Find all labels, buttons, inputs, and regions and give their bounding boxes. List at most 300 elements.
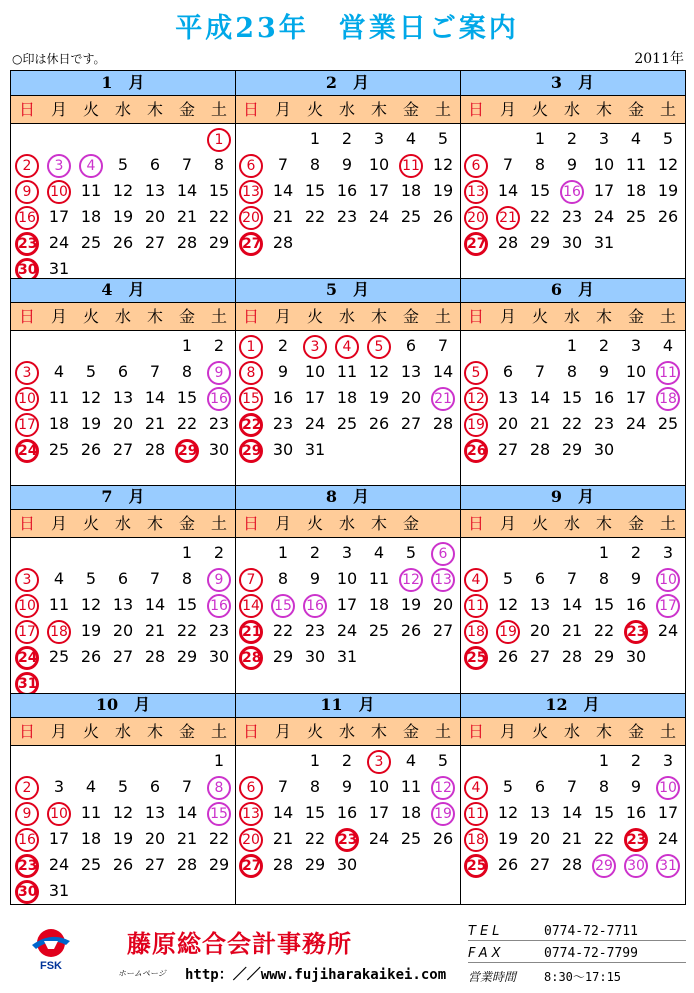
holiday-day: 11 [464,802,488,826]
holiday-day: 10 [15,594,39,618]
day-cell: 11 [336,362,358,381]
day-cell: 26 [80,440,102,459]
holiday-day: 2 [15,776,39,800]
holiday-day: 3 [367,750,391,774]
weekday-header [235,510,460,538]
month-label: 11 月 [235,693,460,718]
closed-day: 29 [592,854,616,878]
weekday-label: 木 [595,514,612,533]
day-cell: 26 [368,414,390,433]
day-cell: 8 [309,155,321,174]
month-label: 1 月 [11,71,235,96]
holiday-day: 21 [496,206,520,230]
weekday-header [11,96,235,124]
holiday-day: 16 [15,206,39,230]
day-cell: 8 [181,362,193,381]
weekday-label: 金 [178,307,195,326]
day-cell: 30 [304,647,326,666]
day-cell: 18 [48,414,70,433]
weekday-label: 土 [210,722,227,741]
holiday-day: 9 [15,180,39,204]
weekday-label: 月 [274,100,291,119]
day-cell: 11 [48,388,70,407]
weekday-header [235,303,460,331]
weekday-label: 金 [627,100,644,119]
holiday-day: 29 [239,439,263,463]
weekday-label: 火 [82,722,99,741]
closed-day: 31 [656,854,680,878]
holiday-day: 25 [464,854,488,878]
day-cell: 7 [181,777,193,796]
day-cell: 26 [432,829,454,848]
day-cell: 8 [598,777,610,796]
day-cell: 9 [341,155,353,174]
weekday-label: 水 [338,722,355,741]
holiday-day: 18 [47,620,71,644]
day-cell: 22 [176,414,198,433]
day-cell: 31 [336,647,358,666]
day-cell: 21 [529,414,551,433]
day-cell: 12 [368,362,390,381]
holiday-day: 27 [239,232,263,256]
day-cell: 22 [304,207,326,226]
day-cell: 4 [405,129,417,148]
closed-day: 6 [431,542,455,566]
holiday-day: 14 [239,594,263,618]
holiday-day: 3 [15,361,39,385]
holiday-day: 9 [15,802,39,826]
day-cell: 14 [176,803,198,822]
day-cell: 1 [213,751,225,770]
closed-day: 9 [207,361,231,385]
day-cell: 21 [176,207,198,226]
day-cell: 6 [534,777,546,796]
weekday-label: 日 [467,307,484,326]
day-cell: 19 [80,414,102,433]
footer [0,910,694,993]
weekday-label: 木 [146,722,163,741]
day-cell: 12 [112,181,134,200]
holiday-day: 28 [239,646,263,670]
day-cell: 8 [309,777,321,796]
weekday-label: 月 [499,514,516,533]
weekday-label: 土 [210,514,227,533]
day-cell: 26 [80,647,102,666]
day-cell: 28 [144,647,166,666]
day-cell: 13 [144,803,166,822]
weekday-label: 月 [499,307,516,326]
column-divider [460,71,461,904]
day-cell: 1 [181,336,193,355]
day-cell: 9 [598,362,610,381]
holiday-day: 6 [464,154,488,178]
holiday-day: 16 [15,828,39,852]
day-cell: 26 [497,855,519,874]
weekday-label: 土 [434,307,451,326]
weekday-label: 木 [146,100,163,119]
holiday-day: 4 [335,335,359,359]
day-cell: 4 [373,543,385,562]
weekday-label: 水 [338,100,355,119]
closed-day: 9 [207,568,231,592]
tel-number: 0774-72-7711 [544,924,638,939]
day-cell: 15 [561,388,583,407]
closed-day: 12 [431,776,455,800]
closed-day: 12 [399,568,423,592]
holiday-day: 15 [239,387,263,411]
day-cell: 23 [561,207,583,226]
day-cell: 23 [272,414,294,433]
day-cell: 25 [80,233,102,252]
day-cell: 3 [341,543,353,562]
closed-day: 4 [79,154,103,178]
day-cell: 30 [208,440,230,459]
day-cell: 4 [630,129,642,148]
holiday-day: 22 [239,413,263,437]
row-divider [11,693,685,694]
day-cell: 26 [432,207,454,226]
day-cell: 27 [112,440,134,459]
weekday-label: 水 [563,514,580,533]
weekday-label: 金 [627,514,644,533]
weekday-label: 木 [595,722,612,741]
month-11 [235,693,460,904]
day-cell: 2 [277,336,289,355]
day-cell: 22 [272,621,294,640]
weekday-header [11,510,235,538]
day-cell: 12 [80,595,102,614]
day-cell: 30 [625,647,647,666]
day-cell: 1 [534,129,546,148]
weekday-label: 火 [306,722,323,741]
holiday-day: 23 [624,828,648,852]
weekday-label: 木 [146,514,163,533]
day-cell: 3 [662,751,674,770]
day-cell: 25 [368,621,390,640]
month-3 [460,71,685,278]
day-cell: 9 [566,155,578,174]
weekday-label: 水 [114,100,131,119]
day-cell: 27 [400,414,422,433]
day-cell: 15 [208,181,230,200]
day-cell: 4 [53,569,65,588]
weekday-label: 金 [627,722,644,741]
day-cell: 14 [272,181,294,200]
month-4 [11,278,235,485]
month-5 [235,278,460,485]
day-cell: 3 [373,129,385,148]
day-cell: 2 [630,543,642,562]
day-cell: 1 [309,129,321,148]
day-cell: 25 [80,855,102,874]
day-cell: 12 [497,595,519,614]
day-cell: 11 [80,803,102,822]
day-cell: 29 [593,647,615,666]
day-cell: 1 [598,751,610,770]
day-cell: 26 [497,647,519,666]
day-cell: 29 [561,440,583,459]
day-cell: 20 [400,388,422,407]
holiday-day: 8 [239,361,263,385]
day-cell: 29 [208,233,230,252]
holiday-day: 10 [47,180,71,204]
day-cell: 14 [497,181,519,200]
day-cell: 18 [400,181,422,200]
day-cell: 20 [144,207,166,226]
closed-day: 15 [207,802,231,826]
day-cell: 15 [176,388,198,407]
holiday-day: 2 [15,154,39,178]
day-cell: 30 [336,855,358,874]
weekday-label: 日 [467,722,484,741]
day-cell: 18 [80,829,102,848]
holiday-day: 10 [47,802,71,826]
day-cell: 24 [657,829,679,848]
day-cell: 4 [53,362,65,381]
day-cell: 7 [149,362,161,381]
day-cell: 5 [85,569,97,588]
day-cell: 17 [593,181,615,200]
holiday-day: 5 [464,361,488,385]
day-cell: 18 [368,595,390,614]
weekday-label: 水 [114,514,131,533]
weekday-label: 月 [50,514,67,533]
closed-day: 16 [207,594,231,618]
closed-day: 17 [656,594,680,618]
day-cell: 15 [304,181,326,200]
holiday-day: 4 [464,776,488,800]
day-cell: 21 [272,207,294,226]
day-cell: 28 [561,647,583,666]
holiday-day: 5 [367,335,391,359]
day-cell: 26 [400,621,422,640]
day-cell: 19 [368,388,390,407]
day-cell: 28 [529,440,551,459]
day-cell: 20 [497,414,519,433]
day-cell: 19 [400,595,422,614]
holiday-day: 23 [15,854,39,878]
holiday-day: 13 [239,180,263,204]
day-cell: 2 [213,543,225,562]
day-cell: 22 [561,414,583,433]
day-cell: 7 [534,362,546,381]
day-cell: 6 [149,777,161,796]
weekday-label: 金 [402,722,419,741]
day-cell: 22 [529,207,551,226]
month-6 [460,278,685,485]
day-cell: 19 [80,621,102,640]
day-cell: 24 [625,414,647,433]
day-cell: 1 [566,336,578,355]
day-cell: 16 [272,388,294,407]
day-cell: 21 [272,829,294,848]
day-cell: 15 [593,803,615,822]
month-label: 3 月 [460,71,685,96]
month-label: 8 月 [235,485,460,510]
month-9 [460,485,685,693]
day-cell: 30 [561,233,583,252]
holiday-day: 19 [496,620,520,644]
weekday-label: 金 [627,307,644,326]
day-cell: 2 [213,336,225,355]
day-cell: 8 [277,569,289,588]
day-cell: 23 [208,414,230,433]
weekday-label: 日 [467,514,484,533]
day-cell: 22 [176,621,198,640]
day-cell: 2 [341,751,353,770]
day-cell: 31 [593,233,615,252]
calendar-grid [10,70,686,905]
weekday-label: 木 [595,100,612,119]
row-divider [11,485,685,486]
day-cell: 18 [80,207,102,226]
day-cell: 27 [497,440,519,459]
closed-day: 18 [656,387,680,411]
day-cell: 18 [625,181,647,200]
weekday-label: 火 [306,307,323,326]
holiday-day: 6 [239,154,263,178]
holiday-day: 7 [239,568,263,592]
day-cell: 27 [112,647,134,666]
weekday-label: 月 [499,100,516,119]
day-cell: 25 [48,440,70,459]
day-cell: 7 [566,569,578,588]
day-cell: 19 [432,181,454,200]
day-cell: 27 [432,621,454,640]
day-cell: 21 [561,829,583,848]
day-cell: 10 [593,155,615,174]
day-cell: 27 [144,855,166,874]
weekday-label: 土 [434,100,451,119]
weekday-label: 月 [50,722,67,741]
holiday-day: 4 [464,568,488,592]
weekday-label: 火 [531,514,548,533]
day-cell: 17 [625,388,647,407]
day-cell: 14 [432,362,454,381]
day-cell: 14 [144,595,166,614]
day-cell: 24 [368,207,390,226]
day-cell: 10 [304,362,326,381]
day-cell: 14 [561,595,583,614]
weekday-label: 水 [563,100,580,119]
weekday-label: 火 [82,307,99,326]
closed-day: 10 [656,568,680,592]
fsk-logo [26,927,76,971]
holiday-day: 19 [464,413,488,437]
weekday-label: 水 [563,722,580,741]
holiday-day: 23 [15,232,39,256]
month-label: 7 月 [11,485,235,510]
day-cell: 28 [497,233,519,252]
day-cell: 31 [48,259,70,278]
day-cell: 12 [497,803,519,822]
day-cell: 2 [566,129,578,148]
month-label: 5 月 [235,278,460,303]
weekday-header [460,510,685,538]
weekday-label: 土 [210,100,227,119]
weekday-label: 火 [531,100,548,119]
day-cell: 26 [112,233,134,252]
fax-label: FAX [468,946,505,961]
day-cell: 7 [437,336,449,355]
homepage-label: ホームページ [118,969,166,978]
day-cell: 14 [561,803,583,822]
page-title: 平成23年 営業日ご案内 [175,13,519,44]
holiday-day: 3 [15,568,39,592]
day-cell: 17 [368,181,390,200]
day-cell: 28 [272,855,294,874]
weekday-label: 月 [499,722,516,741]
closed-day: 19 [431,802,455,826]
weekday-label: 火 [306,514,323,533]
closed-day: 16 [560,180,584,204]
day-cell: 11 [80,181,102,200]
day-cell: 1 [181,543,193,562]
closed-day: 16 [303,594,327,618]
day-cell: 22 [208,829,230,848]
holiday-day: 1 [239,335,263,359]
holiday-day: 20 [464,206,488,230]
day-cell: 13 [400,362,422,381]
day-cell: 20 [432,595,454,614]
day-cell: 10 [368,155,390,174]
day-cell: 24 [657,621,679,640]
day-cell: 30 [208,647,230,666]
holiday-day: 30 [15,258,39,282]
day-cell: 5 [437,129,449,148]
weekday-label: 木 [370,514,387,533]
holiday-day: 21 [239,620,263,644]
day-cell: 14 [529,388,551,407]
day-cell: 26 [112,855,134,874]
day-cell: 5 [405,543,417,562]
day-cell: 20 [112,414,134,433]
day-cell: 14 [272,803,294,822]
day-cell: 3 [53,777,65,796]
day-cell: 28 [561,855,583,874]
day-cell: 27 [144,233,166,252]
day-cell: 6 [149,155,161,174]
tel-label: TEL [468,924,504,939]
homepage-url[interactable]: http：／／www.fujiharakaikei.com [185,967,447,983]
month-2 [235,71,460,278]
day-cell: 1 [277,543,289,562]
day-cell: 21 [176,829,198,848]
holiday-day: 29 [175,439,199,463]
day-cell: 15 [529,181,551,200]
holiday-day: 11 [399,154,423,178]
day-cell: 22 [593,621,615,640]
day-cell: 8 [213,155,225,174]
day-cell: 25 [625,207,647,226]
closed-day: 15 [271,594,295,618]
day-cell: 6 [502,362,514,381]
closed-day: 13 [431,568,455,592]
day-cell: 11 [368,569,390,588]
day-cell: 17 [48,207,70,226]
day-cell: 13 [529,595,551,614]
day-cell: 31 [304,440,326,459]
year-label: 2011年 [634,51,684,67]
month-label: 6 月 [460,278,685,303]
day-cell: 9 [277,362,289,381]
day-cell: 30 [272,440,294,459]
day-cell: 28 [176,233,198,252]
day-cell: 7 [566,777,578,796]
day-cell: 29 [272,647,294,666]
day-cell: 17 [657,803,679,822]
day-cell: 2 [309,543,321,562]
